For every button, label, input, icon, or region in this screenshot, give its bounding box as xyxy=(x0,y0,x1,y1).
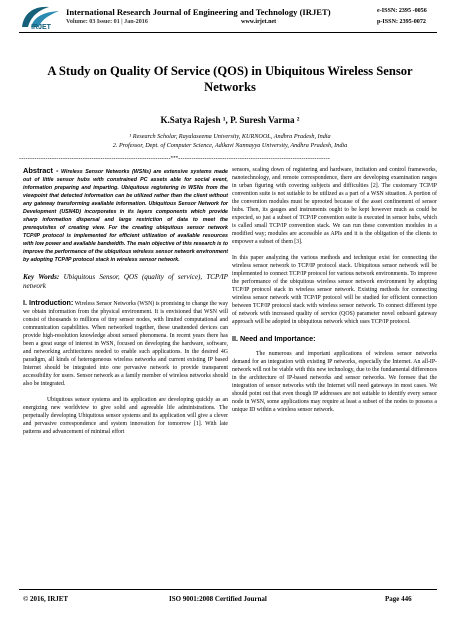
footer-rule xyxy=(19,589,437,590)
footer-iso: ISO 9001:2008 Certified Journal xyxy=(169,595,267,603)
keywords-text: Ubiquitous Sensor, QOS (quality of service), TCP/IP network xyxy=(23,272,228,290)
header-rule xyxy=(19,32,437,33)
paper-authors: K.Satya Rajesh ¹, P. Suresh Varma ² xyxy=(160,115,300,125)
right-paragraph-2: In this paper analyzing the various methods and technique exist for connecting the wireless sensor network to TCP/IP protocol stack. Ubiquitous sensor network will be implemented to connect TCP/IP protocol for various network environments. To improve the performance of the ubiquitous wireless sensor network environment by adopting TCP/IP protocol stack in wireless sensor network. Existing methods for connecting wireless sensor network with TCP/IP protocol will be studied for efficient connection between TCP/IP protocol stack with wireless sensor network. To connect different type of network with increased quality of service (QOS) parameter novel onboard gateway approach will be adopted in ubiquitous network which uses TCP/IP protocol. xyxy=(232,254,437,325)
abstract-paragraph xyxy=(23,167,228,265)
intro-heading: I. Introduction: xyxy=(23,297,74,307)
section-2-paragraph: The numerous and important applications of wireless sensor networks demand for an integration with existing IP networks, especially the Internet. An all-IP-network will not be viable with this new technology, due to the fundamental differences in the architecture of IP-based networks and sensor networks. We foresee that the integration of sensor networks with the Internet will need gateways in most cases. We should point out that even though IP addresses are not suitable to identify every sensor node in WSN, some applications may require at least a subset of the nodes to possess a unique ID within a wireless sensor network. xyxy=(232,350,437,413)
journal-header xyxy=(19,4,437,30)
affiliation-1: ¹ Research Scholar, Rayalaseema University, KURNOOL, Andhra Pradesh, India xyxy=(129,133,331,140)
abstract-label: Abstract - xyxy=(23,166,59,175)
e-issn: e-ISSN: 2395 -0056 xyxy=(377,8,427,14)
paper-title: A Study on Quality Of Service (QOS) in Ubiquitous Wireless Sensor Networks xyxy=(47,64,413,94)
svg-text:IRJET: IRJET xyxy=(31,24,51,30)
journal-title: International Research Journal of Engineering and Technology (IRJET) xyxy=(66,7,331,17)
section-separator: ---------------------------------------------------------------------***--------------------------------------------------------------------- xyxy=(19,156,330,162)
p-issn: p-ISSN: 2395-0072 xyxy=(377,19,426,25)
intro-paragraph-2: Ubiquitous sensor systems and its application are developing quickly as an energizing new worldview to give solid and agreeable life administrations. The perpetually developing Ubiquitous sensor systems and its application will give a clever and pervasive correspondence and system innovation for tomorrow [1]. With late patterns and advancement of minimal effort xyxy=(23,396,228,435)
section-2-heading: II. Need and Importance: xyxy=(232,333,316,343)
volume-issue: Volume: 03 Issue: 01 | Jan-2016 xyxy=(66,19,148,25)
footer-copyright: © 2016, IRJET xyxy=(23,595,69,603)
right-paragraph-1: sensors, scaling down of registering and hardware, incitation and control frameworks, nanotechnology, and remote correspondence, there are developing examination ranges in urban figuring with covering subjects and difficulties [2]. The customary TCP/IP convention suite is not suitable to be utilized as a part of a WSN situation. A portion of the convention modules must be uprooted because of the asset confinement of sensor hubs. Then, its gauges and instruments ought to be kept however much as could be expected, so just a subset of TCP/IP convention suite is executed in sensor hubs, which is called small TCP/IP convention stack. We can run these convention modules in a modified way; modules are accessible as APIs and it is the obligation of the clients to empower a subset of them [3]. xyxy=(232,167,437,245)
keywords-paragraph xyxy=(23,273,228,291)
irjet-logo xyxy=(19,4,63,30)
journal-website: www.irjet.net xyxy=(241,19,277,25)
affiliation-2: 2. Professor, Dept. of Computer Science, Adikavi Nannayya University, Andhra Pradesh, India xyxy=(112,142,348,149)
intro-text-1: Wireless Sensor Networks (WSN) is promising to change the way we obtain information from the physical environment. It is envisioned that WSN will consist of thousands to millions of tiny sensor nodes, with limited computational and communication capabilities. When networked together, these unattended devices can provide high-resolution knowledge about sensed phenomena. In recent years there has been a great surge of interest in WSN, focused on developing the hardware, software, and networking architectures needed to enable such applications. In the desired 4G paradigm, all kinds of heterogeneous wireless networks and current existing IP based Internet should be integrated into one pervasive network to provide transparent accessibility for users. Sensor network as a family member of wireless networks should also be integrated. xyxy=(23,300,228,387)
abstract-text: Wireless Sensor Networks (WSNs) are extensive systems made out of little sensor hubs with constrained PC assets able for social event, information preparing and imparting. Ubiquitous registering in WSNs from the viewpoint that detected information can be utilized rather than the client without any gateway transforming available information. Ubiquitous Sensor Network for Development (USN4D) incorporates in its layers components which provide sharp information dispersal and large restriction of data to meet the prerequisites of creating view. For the creating ubiquitous sensor network TCP/IP protocol is implemented for efficient utilization of available resources with low power and available bandwidth. The main objective of this research is to improve the performance of the ubiquitous wireless sensor network environment by adopting TCP/IP protocol stack in wireless sensor network. xyxy=(23,169,229,263)
intro-paragraph-1 xyxy=(23,299,228,389)
right-column xyxy=(232,167,437,415)
keywords-label: Key Words: xyxy=(23,272,60,281)
footer-page-number: Page 446 xyxy=(385,595,412,603)
left-column xyxy=(23,167,228,437)
